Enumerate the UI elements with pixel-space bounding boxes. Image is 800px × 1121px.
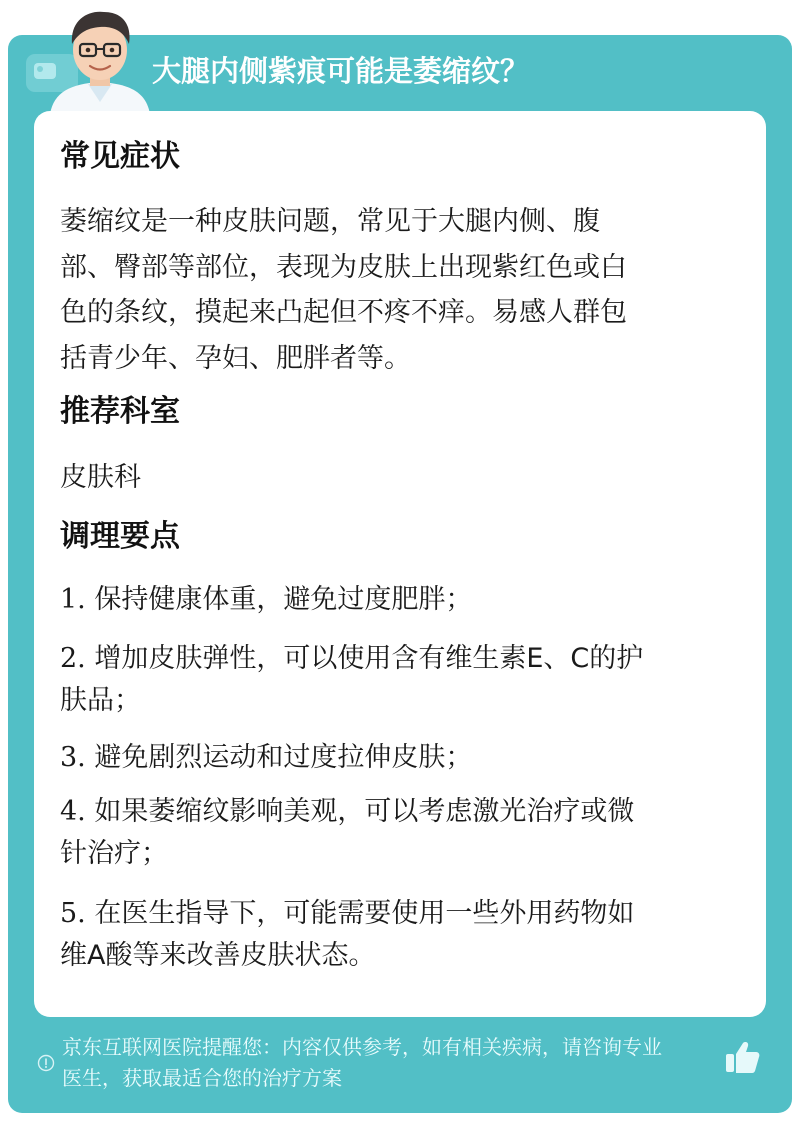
- thumbs-up-icon[interactable]: [722, 1040, 762, 1076]
- item-number: 3.: [60, 742, 86, 773]
- page-title: 大腿内侧紫痕可能是萎缩纹？: [152, 54, 530, 88]
- care-item-3: [60, 737, 740, 779]
- item-text: 保持健康体重，避免过度肥胖；: [94, 584, 473, 615]
- item-text: 如果萎缩纹影响美观，可以考虑激光治疗或微: [94, 796, 635, 827]
- care-item-4: [60, 791, 740, 875]
- symptoms-line: 色的条纹，摸起来凸起但不疼不痒。易感人群包: [60, 297, 627, 328]
- department-heading: 推荐科室: [60, 394, 180, 429]
- symptoms-line: 部、臀部等部位，表现为皮肤上出现紫红色或白: [60, 251, 627, 283]
- item-text: 增加皮肤弹性，可以使用含有维生素E、C的护: [94, 643, 644, 674]
- symptoms-text: [60, 199, 740, 381]
- doctor-avatar-icon: [40, 6, 160, 114]
- footer-line: 医生，获取最适合您的治疗方案: [62, 1066, 342, 1090]
- item-number: 4.: [60, 796, 86, 827]
- department-value: 皮肤科: [60, 462, 141, 493]
- item-text: 针治疗；: [60, 838, 168, 869]
- item-text: 肤品；: [60, 685, 141, 716]
- item-number: 1.: [60, 584, 86, 615]
- info-icon: [37, 1054, 55, 1072]
- item-number: 5.: [60, 898, 86, 929]
- care-heading: 调理要点: [60, 519, 180, 554]
- care-item-2: [60, 638, 740, 722]
- item-text: 维A酸等来改善皮肤状态。: [60, 940, 376, 971]
- content-card: [34, 111, 766, 1017]
- item-text: 在医生指导下，可能需要使用一些外用药物如: [94, 898, 635, 929]
- symptoms-line: 萎缩纹是一种皮肤问题，常见于大腿内侧、腹: [60, 206, 600, 237]
- symptoms-line: 括青少年、孕妇、肥胖者等。: [60, 342, 411, 374]
- item-text: 避免剧烈运动和过度拉伸皮肤；: [94, 742, 473, 773]
- footer-disclaimer: [62, 1032, 727, 1094]
- footer-line: 京东互联网医院提醒您：内容仅供参考，如有相关疾病，请咨询专业: [62, 1035, 662, 1059]
- item-number: 2.: [60, 643, 86, 674]
- care-item-5: [60, 893, 740, 977]
- symptoms-heading: 常见症状: [60, 139, 180, 174]
- care-item-1: [60, 579, 740, 621]
